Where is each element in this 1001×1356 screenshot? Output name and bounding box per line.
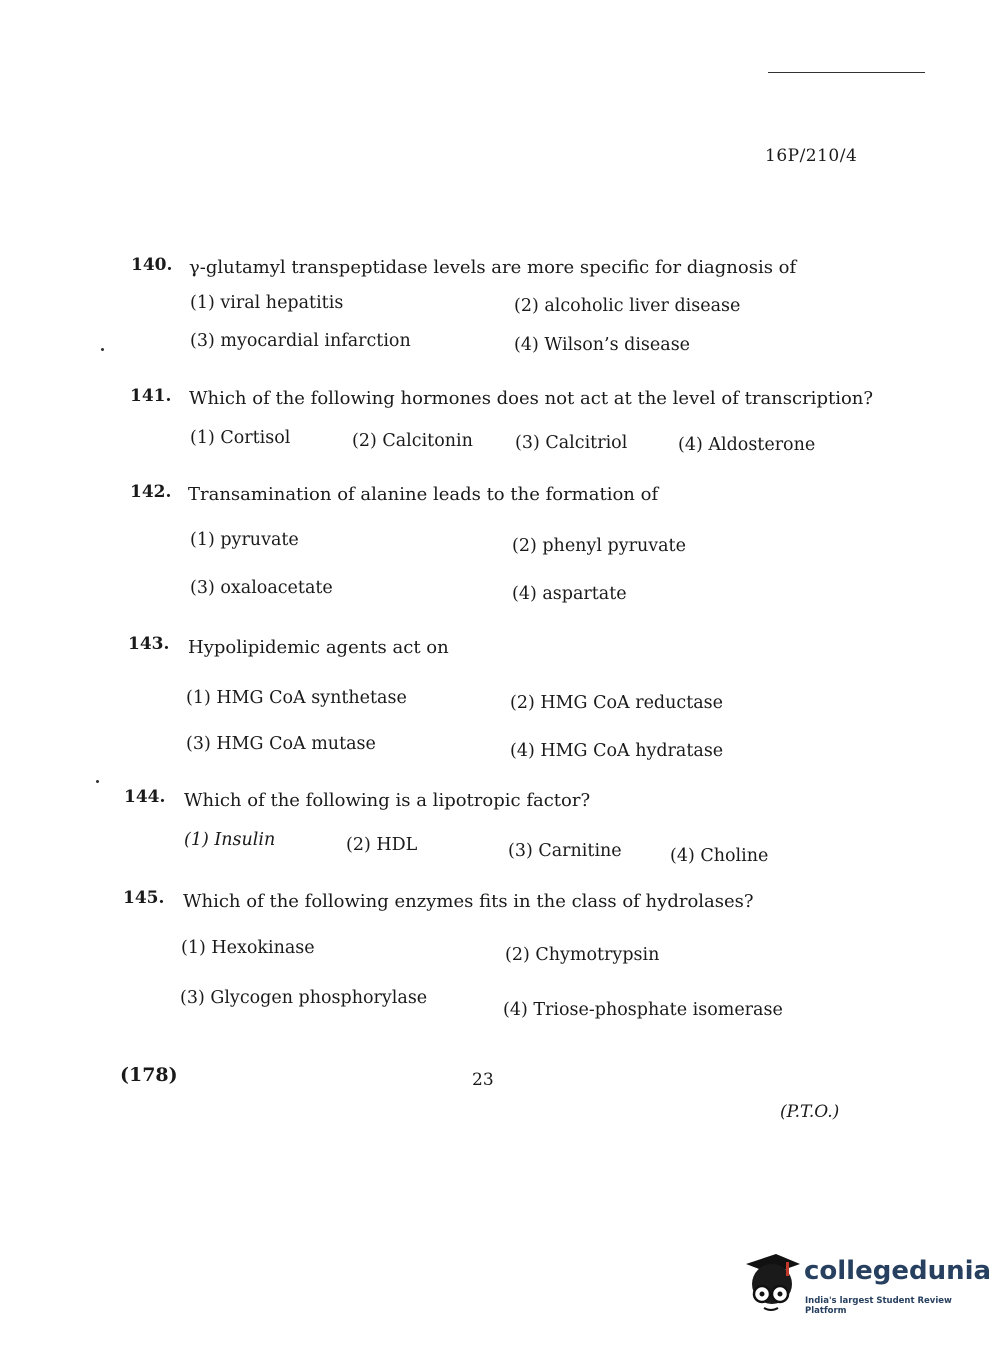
booklet-code: (178) [120,1064,178,1086]
option: (1) Hexokinase [181,938,315,958]
option: (2) Calcitonin [352,431,473,451]
option: (4) HMG CoA hydratase [510,741,724,761]
option: (3) Carnitine [508,841,622,861]
question-text: Which of the following hormones does not act at the level of transcription? [189,388,874,409]
header-rule [768,72,925,73]
question-number: 141. [130,386,172,406]
option: (3) oxaloacetate [190,578,333,598]
option: (2) HMG CoA reductase [510,693,723,713]
option: (2) Chymotrypsin [505,945,660,965]
option: (1) Insulin [184,830,276,850]
pto-note: (P.T.O.) [780,1102,840,1122]
option: (1) viral hepatitis [190,293,344,313]
scan-mark [96,780,99,783]
option: (1) Cortisol [190,428,291,448]
question-text: γ-glutamyl transpeptidase levels are more specific for diagnosis of [189,257,797,278]
brand-tagline: India's largest Student Review Platform [805,1296,952,1316]
option: (3) Glycogen phosphorylase [180,988,428,1008]
question-text: Hypolipidemic agents act on [188,637,449,658]
question-number: 145. [123,888,165,908]
option: (1) pyruvate [190,530,299,550]
collegedunia-watermark [742,1250,992,1320]
option: (2) alcoholic liver disease [514,296,741,316]
question-number: 142. [130,482,172,502]
option: (4) aspartate [512,584,627,604]
page-number: 23 [472,1070,494,1090]
option: (2) phenyl pyruvate [512,536,686,556]
question-text: Transamination of alanine leads to the formation of [188,484,659,505]
question-number: 143. [128,634,170,654]
question-text: Which of the following enzymes fits in the class of hydrolases? [183,891,754,912]
mascot-icon [742,1250,802,1320]
option: (4) Aldosterone [678,435,816,455]
option: (3) myocardial infarction [190,331,411,351]
option: (4) Choline [670,846,769,866]
option: (3) HMG CoA mutase [186,734,376,754]
question-text: Which of the following is a lipotropic factor? [184,790,591,811]
question-number: 144. [124,787,166,807]
option: (4) Triose-phosphate isomerase [503,1000,783,1020]
option: (4) Wilson’s disease [514,335,691,355]
question-number: 140. [131,255,173,275]
paper-code: 16P/210/4 [765,146,858,166]
option: (1) HMG CoA synthetase [186,688,407,708]
option: (2) HDL [346,835,418,855]
brand-name: collegedunia [804,1256,992,1286]
scan-mark [101,348,104,351]
option: (3) Calcitriol [515,433,628,453]
